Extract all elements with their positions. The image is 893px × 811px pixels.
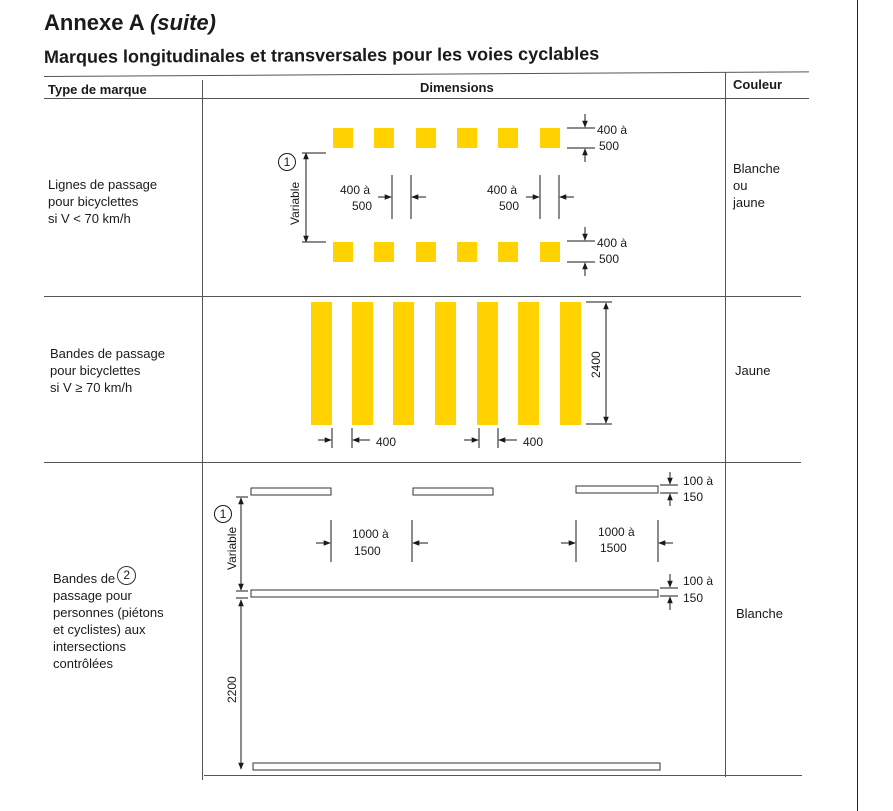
yellow-square-marking xyxy=(540,242,560,262)
dim-label: 1000 à xyxy=(598,525,635,539)
dim-label: 1500 xyxy=(600,541,627,555)
row2-type-line: pour bicyclettes xyxy=(50,363,141,378)
row2-color-line: Jaune xyxy=(735,363,771,378)
yellow-bar-marking xyxy=(352,302,373,425)
row3-type-line: intersections xyxy=(53,639,126,654)
dim-label: 400 xyxy=(376,435,397,449)
row1-type-line: pour bicyclettes xyxy=(48,194,139,209)
yellow-bar-marking xyxy=(393,302,414,425)
row1-color-line: jaune xyxy=(733,195,765,210)
yellow-square-marking xyxy=(457,128,477,148)
yellow-square-marking xyxy=(540,128,560,148)
row2-yellow-bars xyxy=(311,302,581,425)
yellow-square-marking xyxy=(333,128,353,148)
yellow-square-marking xyxy=(416,242,436,262)
row1-type-line: Lignes de passage xyxy=(48,177,158,192)
yellow-square-marking xyxy=(374,242,394,262)
yellow-bar-marking xyxy=(518,302,539,425)
row3-type-line: passage pour xyxy=(53,588,132,603)
yellow-square-marking xyxy=(498,242,518,262)
yellow-square-marking xyxy=(333,242,353,262)
dim-label: 400 à xyxy=(597,236,628,250)
dim-label: 400 à xyxy=(340,183,371,197)
white-bar-segment xyxy=(413,488,493,495)
header-type: Type de marque xyxy=(48,82,147,97)
white-crosswalk-line xyxy=(253,763,660,770)
yellow-square-marking xyxy=(457,242,477,262)
yellow-bar-marking xyxy=(435,302,456,425)
dim-label: 400 à xyxy=(487,183,518,197)
variable-label: Variable xyxy=(225,526,239,570)
dim-label: 100 à xyxy=(683,574,714,588)
row2-type-line: Bandes de passage xyxy=(50,346,165,361)
dim-label: 400 xyxy=(523,435,544,449)
annex-title-main: Annexe A xyxy=(44,10,144,35)
row1-color-line: Blanche xyxy=(733,161,780,176)
dim-label: 150 xyxy=(683,490,704,504)
row3-color-line: Blanche xyxy=(736,606,783,621)
dim-label: 1500 xyxy=(354,544,381,558)
dim-label: 2400 xyxy=(589,351,603,378)
dim-label: 500 xyxy=(499,199,520,213)
note-1-label: 1 xyxy=(219,507,227,521)
yellow-bar-marking xyxy=(560,302,581,425)
yellow-bar-marking xyxy=(477,302,498,425)
row3-type-line: et cyclistes) aux xyxy=(53,622,146,637)
dim-label: 2200 xyxy=(225,676,239,703)
yellow-square-marking xyxy=(498,128,518,148)
row3-type-line: Bandes de 2 xyxy=(53,566,164,587)
dim-label: 150 xyxy=(683,591,704,605)
row3-type-line: contrôlées xyxy=(53,656,113,671)
dim-label: 1000 à xyxy=(352,527,389,541)
header-color: Couleur xyxy=(733,77,783,92)
white-crosswalk-line xyxy=(251,590,658,597)
dim-label: 500 xyxy=(599,139,620,153)
yellow-square-marking xyxy=(416,128,436,148)
note-1-label: 1 xyxy=(283,155,291,169)
dim-label: 500 xyxy=(352,199,373,213)
variable-label: Variable xyxy=(288,181,302,225)
header-dimensions: Dimensions xyxy=(420,80,494,95)
yellow-bar-marking xyxy=(311,302,332,425)
note-2-callout: 2 xyxy=(117,566,136,585)
row2-type-line: si V ≥ 70 km/h xyxy=(50,380,133,395)
annex-title-suite: (suite) xyxy=(149,10,216,35)
section-subtitle: Marques longitudinales et transversales pour les voies cyclables xyxy=(43,43,600,67)
white-bar-segment xyxy=(251,488,331,495)
row1-type-line: si V < 70 km/h xyxy=(48,211,131,226)
dim-label: 100 à xyxy=(683,474,714,488)
yellow-square-marking xyxy=(374,128,394,148)
dim-label: 500 xyxy=(599,252,620,266)
row3-type-line: personnes (piétons xyxy=(53,605,164,620)
row3-dimensions xyxy=(236,472,678,769)
white-bar-segment xyxy=(576,486,658,493)
row1-color-line: ou xyxy=(733,178,748,193)
dim-label: 400 à xyxy=(597,123,628,137)
